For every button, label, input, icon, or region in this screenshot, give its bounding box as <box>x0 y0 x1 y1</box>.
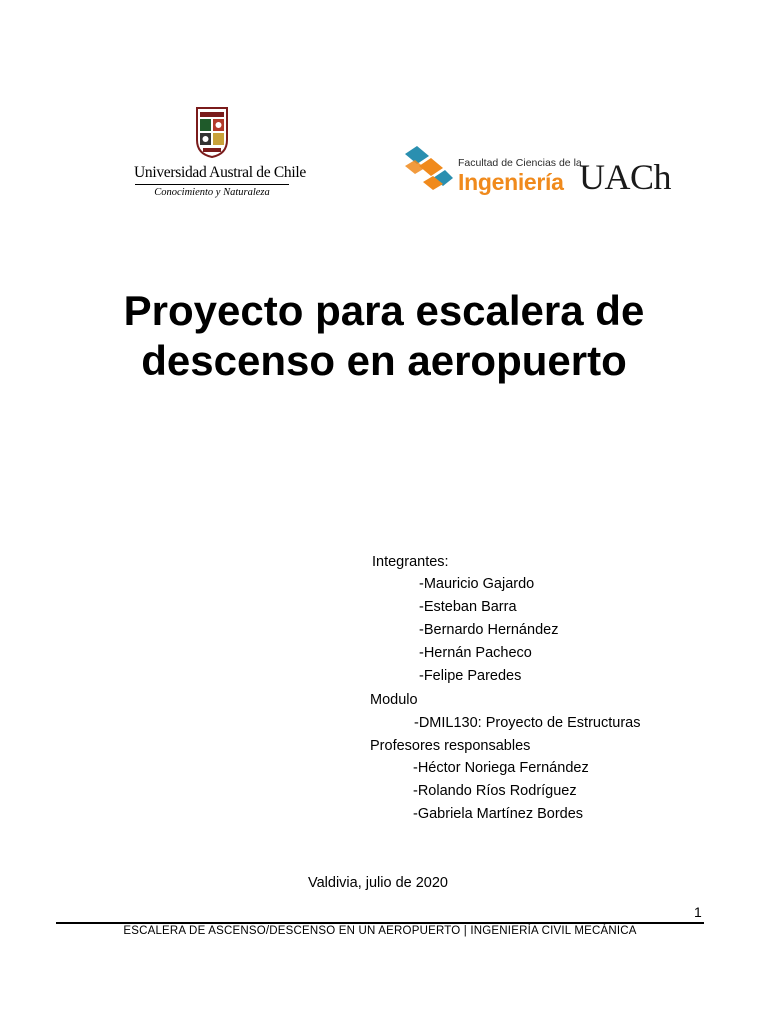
list-item: -Rolando Ríos Rodríguez <box>413 783 577 799</box>
university-crest-icon <box>195 106 229 158</box>
list-item: -Héctor Noriega Fernández <box>413 760 589 776</box>
facultad-small-text: Facultad de Ciencias de la <box>458 157 582 169</box>
title-line-2: descenso en aeropuerto <box>141 337 627 384</box>
footer-divider <box>56 922 704 924</box>
facultad-ingenieria-logo <box>403 140 672 200</box>
list-item: -Bernardo Hernández <box>419 622 559 638</box>
modulo-value: -DMIL130: Proyecto de Estructuras <box>414 715 641 731</box>
list-item: -Gabriela Martínez Bordes <box>413 806 584 822</box>
facultad-ingenieria-text: Ingeniería <box>458 169 564 195</box>
profesores-label: Profesores responsables <box>370 738 531 754</box>
page-number: 1 <box>694 904 702 920</box>
list-item: -Hernán Pacheco <box>419 645 532 661</box>
profesores-list <box>413 757 589 826</box>
university-motto: Conocimiento y Naturaleza <box>154 187 270 198</box>
list-item: -Mauricio Gajardo <box>419 576 535 592</box>
list-item: -Felipe Paredes <box>419 668 522 684</box>
footer-text: ESCALERA DE ASCENSO/DESCENSO EN UN AEROPUERTO | INGENIERÍA CIVIL MECÁNICA <box>123 925 637 937</box>
document-title <box>40 286 728 386</box>
universidad-austral-logo <box>134 104 306 204</box>
facultad-mark-icon <box>403 144 455 192</box>
facultad-uach-text: UACh <box>579 157 672 197</box>
university-name-underline <box>135 184 289 185</box>
integrantes-label: Integrantes: <box>372 554 449 570</box>
title-line-1: Proyecto para escalera de <box>123 287 645 334</box>
place-date: Valdivia, julio de 2020 <box>308 875 448 891</box>
list-item: -Esteban Barra <box>419 599 517 615</box>
modulo-label: Modulo <box>370 692 418 708</box>
integrantes-list <box>419 573 558 688</box>
university-name: Universidad Austral de Chile <box>134 164 306 181</box>
